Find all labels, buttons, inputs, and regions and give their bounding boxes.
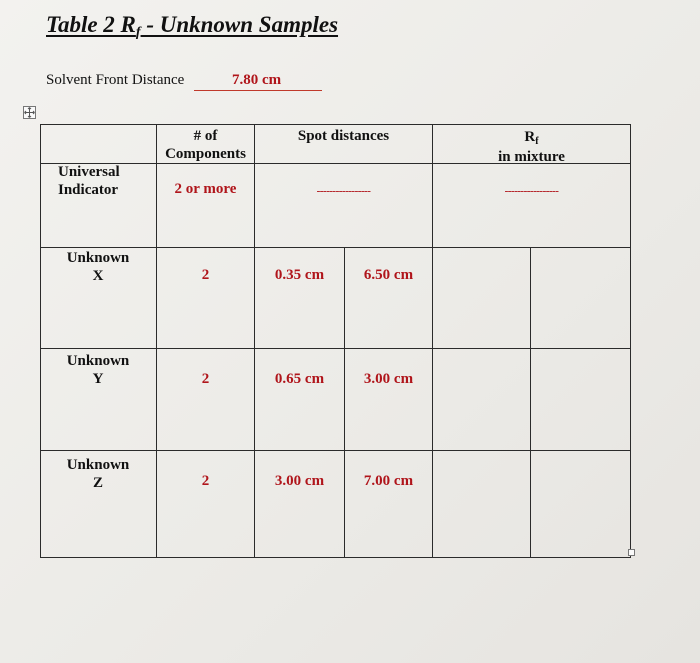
spot2-unknown-z[interactable]: 7.00 cm [363,473,414,489]
table-border-bottom [40,557,631,558]
move-arrows-icon[interactable] [23,106,36,119]
resize-handle-icon[interactable] [628,549,635,556]
table-title [46,12,338,38]
table-border-top [40,124,631,125]
components-universal-indicator[interactable]: 2 or more [174,181,237,197]
spot-dash-universal-indicator: ----------------- [316,185,371,197]
components-unknown-x[interactable]: 2 [201,267,210,283]
header-components: # of Components [165,128,246,162]
solvent-front-underline [194,90,322,91]
title-subscript: f [135,25,141,40]
title-prefix: Table 2 R [46,12,136,37]
row-name-unknown-y: Unknown Y [66,353,130,387]
spot1-unknown-z[interactable]: 3.00 cm [274,473,325,489]
header-rf-in-mixture: $R_f$ in mixture [498,129,565,165]
table-row-divider [40,450,631,451]
spot1-unknown-y[interactable]: 0.65 cm [274,371,325,387]
components-unknown-z[interactable]: 2 [201,473,210,489]
row-name-universal-indicator: Universal Indicator [58,164,120,198]
row-name-unknown-x: Unknown X [66,250,130,284]
table-border-right [630,124,631,558]
table-row-divider [40,348,631,349]
row-name-unknown-z: Unknown Z [66,457,130,491]
solvent-front-label: Solvent Front Distance [46,72,185,88]
spot1-unknown-x[interactable]: 0.35 cm [274,267,325,283]
table-col-divider [344,247,345,558]
table-col-divider [530,247,531,558]
solvent-front-value[interactable]: 7.80 cm [232,72,282,88]
rf-dash-universal-indicator: ----------------- [504,185,559,197]
components-unknown-y[interactable]: 2 [201,371,210,387]
title-suffix: - Unknown Samples [140,12,339,37]
table-border-left [40,124,41,558]
spot2-unknown-y[interactable]: 3.00 cm [363,371,414,387]
table-row-divider [40,247,631,248]
spot2-unknown-x[interactable]: 6.50 cm [363,267,414,283]
header-spot-distances: Spot distances [297,128,390,144]
